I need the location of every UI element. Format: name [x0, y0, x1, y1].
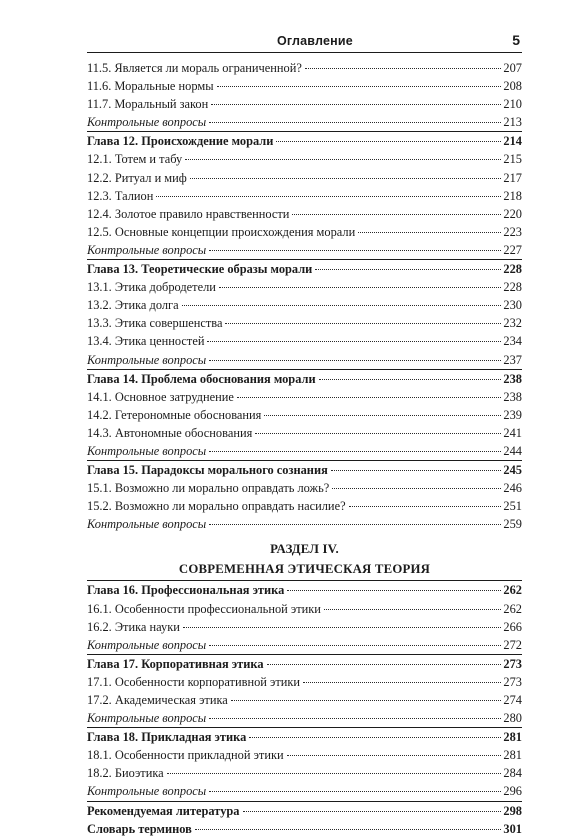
toc-entry-title: Контрольные вопросы [87, 115, 207, 130]
toc-entry-title: 17.1. Особенности корпоративной этики [87, 674, 301, 689]
toc-entry-title: Контрольные вопросы [87, 352, 207, 367]
toc-entry-title: 13.4. Этика ценностей [87, 334, 205, 349]
toc-page-number: 273 [503, 656, 522, 671]
toc-entry[interactable] [87, 332, 522, 350]
toc-entry[interactable] [87, 618, 522, 636]
toc-entry-title: 12.5. Основные концепции происхождения морали [87, 224, 356, 239]
toc-entry-title: 13.3. Этика совершенства [87, 316, 223, 331]
dot-leader [182, 305, 502, 306]
toc-entry[interactable] [87, 169, 522, 187]
toc-entry-title: 14.1. Основное затруднение [87, 389, 234, 404]
toc-review-questions[interactable] [87, 709, 522, 728]
toc-entry-title: 11.5. Является ли мораль ограниченной? [87, 61, 302, 75]
section-title: СОВРЕМЕННАЯ ЭТИЧЕСКАЯ ТЕОРИЯ [87, 557, 522, 582]
toc-entry-title: Глава 14. Проблема обоснования морали [87, 371, 316, 386]
section-number: РАЗДЕЛ IV. [270, 542, 339, 557]
toc-entry[interactable] [87, 95, 522, 113]
toc-chapter-heading[interactable] [87, 132, 522, 150]
toc-entry-title: 14.3. Автономные обоснования [87, 425, 253, 440]
toc-page-number: 232 [503, 316, 522, 331]
toc-entry-title: 15.2. Возможно ли морально оправдать насилие? [87, 499, 346, 514]
dot-leader [231, 700, 502, 701]
toc-entry-title: 11.7. Моральный закон [87, 97, 209, 112]
toc-page-number: 215 [503, 152, 522, 167]
dot-leader [207, 341, 501, 342]
toc-entry-title: Контрольные вопросы [87, 443, 207, 458]
toc-entry[interactable] [87, 764, 522, 782]
dot-leader [243, 811, 502, 812]
dot-leader [249, 737, 501, 738]
toc-entry-title: Глава 12. Происхождение морали [87, 134, 274, 149]
toc-entry-title: Глава 13. Теоретические образы морали [87, 262, 313, 277]
toc-entry[interactable] [87, 746, 522, 764]
toc-page-number: 296 [503, 784, 522, 799]
dot-leader [287, 590, 501, 591]
toc-page-number: 301 [503, 821, 522, 836]
toc-entry[interactable] [87, 278, 522, 296]
dot-leader [167, 773, 502, 774]
dot-leader [211, 104, 501, 105]
toc-page-number: 259 [503, 517, 522, 532]
toc-page-number: 273 [503, 674, 522, 689]
dot-leader [287, 755, 502, 756]
toc-entry-title: Глава 15. Парадоксы морального сознания [87, 463, 328, 478]
toc-chapter-heading[interactable] [87, 655, 522, 673]
toc-page-number: 262 [503, 583, 522, 598]
toc-entry[interactable] [87, 600, 522, 618]
toc-chapter-heading[interactable] [87, 370, 522, 388]
toc-page-number: 241 [503, 425, 522, 440]
toc-entry[interactable] [87, 296, 522, 314]
toc-entry-title: 11.6. Моральные нормы [87, 79, 214, 94]
dot-leader [292, 214, 501, 215]
toc-entry[interactable] [87, 406, 522, 424]
toc-page-number: 238 [503, 371, 522, 386]
toc-page-number: 228 [503, 262, 522, 277]
toc-page-number: 223 [503, 224, 522, 239]
toc-page-number: 280 [503, 711, 522, 726]
dot-leader [209, 718, 501, 719]
dot-leader [209, 645, 501, 646]
toc-chapter-heading[interactable] [87, 802, 522, 820]
toc-entry[interactable] [87, 223, 522, 241]
toc-entry[interactable] [87, 497, 522, 515]
dot-leader [219, 287, 502, 288]
toc-page-number: 298 [503, 803, 522, 818]
toc-page-number: 262 [503, 601, 522, 616]
dot-leader [305, 68, 502, 69]
toc-page-number: 218 [503, 188, 522, 203]
dot-leader [209, 360, 501, 361]
toc-review-questions[interactable] [87, 113, 522, 132]
dot-leader [255, 433, 501, 434]
dot-leader [315, 269, 501, 270]
toc-entry-title: Глава 18. Прикладная этика [87, 730, 247, 745]
toc-entry[interactable] [87, 187, 522, 205]
toc-entry-title: Контрольные вопросы [87, 784, 207, 799]
toc-entry[interactable] [87, 424, 522, 442]
toc-page-number: 230 [503, 298, 522, 313]
toc-page-number: 227 [503, 242, 522, 257]
toc-chapter-heading[interactable] [87, 581, 522, 599]
toc-page-number: 245 [503, 463, 522, 478]
toc-review-questions[interactable] [87, 442, 522, 461]
toc-entry-title: 12.1. Тотем и табу [87, 152, 183, 167]
dot-leader [303, 682, 501, 683]
toc-page-number: 239 [503, 407, 522, 422]
toc-entry-title: Контрольные вопросы [87, 242, 207, 257]
toc-review-questions[interactable] [87, 515, 522, 533]
dot-leader [209, 250, 501, 251]
toc-review-questions[interactable] [87, 782, 522, 801]
table-of-contents [87, 59, 522, 838]
toc-page-number: 251 [503, 499, 522, 514]
toc-page-number: 281 [503, 748, 522, 763]
toc-entry[interactable] [87, 673, 522, 691]
toc-entry-title: Глава 17. Корпоративная этика [87, 656, 264, 671]
running-header [87, 30, 522, 53]
toc-entry[interactable] [87, 205, 522, 223]
dot-leader [276, 141, 501, 142]
toc-page-number: 237 [503, 352, 522, 367]
toc-page-number: 238 [503, 389, 522, 404]
toc-page-number: 272 [503, 637, 522, 652]
dot-leader [319, 379, 502, 380]
dot-leader [225, 323, 501, 324]
dot-leader [264, 415, 501, 416]
toc-entry-title: 14.2. Гетерономные обоснования [87, 407, 262, 422]
toc-entry-title: 18.2. Биоэтика [87, 766, 164, 781]
toc-chapter-heading[interactable] [87, 461, 522, 479]
toc-entry-title: 12.3. Талион [87, 188, 154, 203]
toc-page-number: 246 [503, 481, 522, 496]
toc-review-questions[interactable] [87, 351, 522, 370]
toc-chapter-heading[interactable] [87, 728, 522, 746]
dot-leader [195, 829, 502, 830]
dot-leader [209, 451, 501, 452]
toc-entry-title: Контрольные вопросы [87, 637, 207, 652]
toc-page-number: 207 [503, 61, 522, 75]
toc-entry-title: 17.2. Академическая этика [87, 693, 228, 707]
toc-entry-title: 12.4. Золотое правило нравственности [87, 206, 290, 221]
toc-page-number: 208 [503, 79, 522, 94]
toc-page-number: 234 [503, 334, 522, 349]
toc-page-number: 274 [503, 693, 522, 707]
toc-page-number: 266 [503, 619, 522, 634]
dot-leader [209, 122, 501, 123]
dot-leader [237, 397, 502, 398]
toc-page-number: 210 [503, 97, 522, 112]
toc-entry-title: 13.1. Этика добродетели [87, 280, 216, 295]
dot-leader [349, 506, 502, 507]
dot-leader [209, 524, 501, 525]
toc-review-questions[interactable] [87, 636, 522, 655]
toc-page-number: 244 [503, 443, 522, 458]
dot-leader [209, 791, 501, 792]
toc-review-questions[interactable] [87, 241, 522, 260]
toc-entry-title: Рекомендуемая литература [87, 803, 240, 818]
toc-page-number: 228 [503, 280, 522, 295]
dot-leader [332, 488, 501, 489]
toc-page-number: 220 [503, 206, 522, 221]
toc-entry-title: 15.1. Возможно ли морально оправдать ложь? [87, 481, 330, 496]
toc-entry-title: 16.2. Этика науки [87, 619, 180, 634]
toc-chapter-heading[interactable] [87, 260, 522, 278]
toc-entry[interactable] [87, 150, 522, 168]
toc-entry-title: Контрольные вопросы [87, 517, 207, 532]
dot-leader [183, 627, 502, 628]
dot-leader [217, 86, 502, 87]
dot-leader [267, 664, 502, 665]
toc-entry[interactable] [87, 691, 522, 709]
toc-page-number: 217 [503, 170, 522, 185]
page-number: 5 [512, 32, 520, 48]
toc-page-number: 213 [503, 115, 522, 130]
toc-page-number: 214 [503, 134, 522, 149]
toc-entry[interactable] [87, 314, 522, 332]
dot-leader [324, 609, 502, 610]
dot-leader [331, 470, 502, 471]
toc-entry[interactable] [87, 59, 522, 77]
toc-page-number: 284 [503, 766, 522, 781]
toc-entry-title: 13.2. Этика долга [87, 298, 179, 313]
toc-entry-title: Глава 16. Профессиональная этика [87, 583, 285, 598]
dot-leader [190, 178, 502, 179]
toc-entry[interactable] [87, 479, 522, 497]
toc-entry[interactable] [87, 77, 522, 95]
toc-entry-title: Словарь терминов [87, 821, 192, 836]
toc-entry-title: 16.1. Особенности профессиональной этики [87, 601, 321, 616]
toc-entry[interactable] [87, 388, 522, 406]
toc-entry-title: Контрольные вопросы [87, 711, 207, 726]
toc-page-number: 281 [503, 730, 522, 745]
dot-leader [185, 159, 501, 160]
running-title: Оглавление [277, 34, 353, 48]
dot-leader [156, 196, 501, 197]
toc-entry-title: 12.2. Ритуал и миф [87, 170, 187, 185]
dot-leader [358, 232, 501, 233]
toc-chapter-heading[interactable] [87, 820, 522, 838]
toc-entry-title: 18.1. Особенности прикладной этики [87, 748, 284, 763]
